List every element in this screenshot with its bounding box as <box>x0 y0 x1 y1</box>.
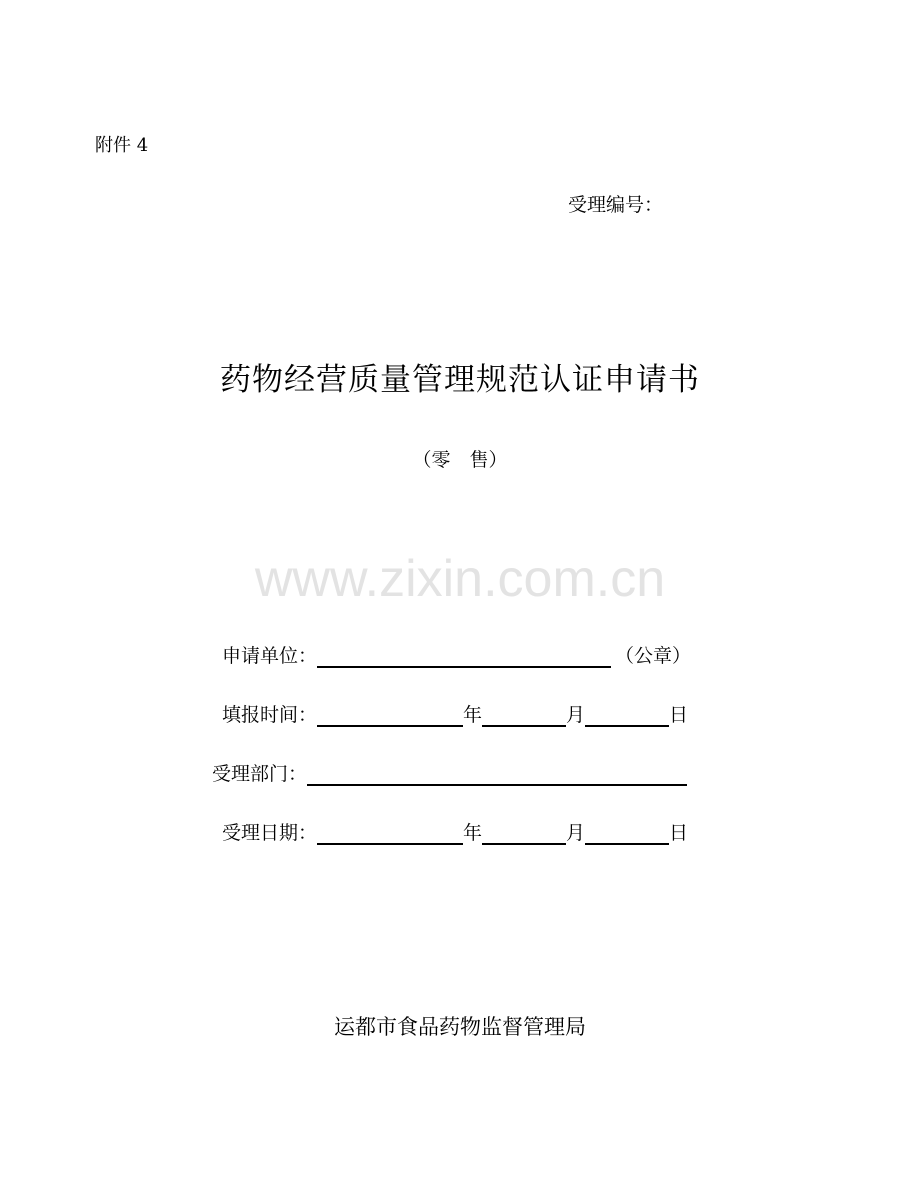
accept-year-label: 年 <box>463 822 483 844</box>
accept-day-label: 日 <box>669 822 689 844</box>
document-subtitle: （零 售） <box>412 449 508 471</box>
fill-day-blank[interactable] <box>585 701 669 727</box>
department-blank[interactable] <box>307 760 687 786</box>
fill-month-label: 月 <box>566 704 586 726</box>
issuing-authority: 运都市食品药物监督管理局 <box>334 1015 586 1039</box>
fill-day-label: 日 <box>669 704 689 726</box>
accept-month-label: 月 <box>566 822 586 844</box>
fill-date-label: 填报时间： <box>222 704 318 726</box>
document-title: 药物经营质量管理规范认证申请书 <box>220 362 700 398</box>
attachment-label: 附件 4 <box>95 135 149 156</box>
applicant-blank[interactable] <box>317 642 611 668</box>
fill-year-label: 年 <box>463 704 483 726</box>
accept-date-label: 受理日期： <box>222 822 318 844</box>
acceptance-number-label: 受理编号： <box>568 194 664 216</box>
accept-day-blank[interactable] <box>585 819 669 845</box>
fill-year-blank[interactable] <box>317 701 463 727</box>
fill-month-blank[interactable] <box>482 701 566 727</box>
fill-date-row <box>222 697 688 727</box>
applicant-row <box>222 638 691 668</box>
accept-date-row <box>222 815 688 845</box>
seal-label: （公章） <box>615 645 692 667</box>
department-row <box>212 756 687 786</box>
watermark: www.zixin.com.cn <box>254 550 666 608</box>
accept-year-blank[interactable] <box>317 819 463 845</box>
accept-month-blank[interactable] <box>482 819 566 845</box>
department-label: 受理部门： <box>212 763 308 785</box>
applicant-label: 申请单位： <box>222 645 318 667</box>
